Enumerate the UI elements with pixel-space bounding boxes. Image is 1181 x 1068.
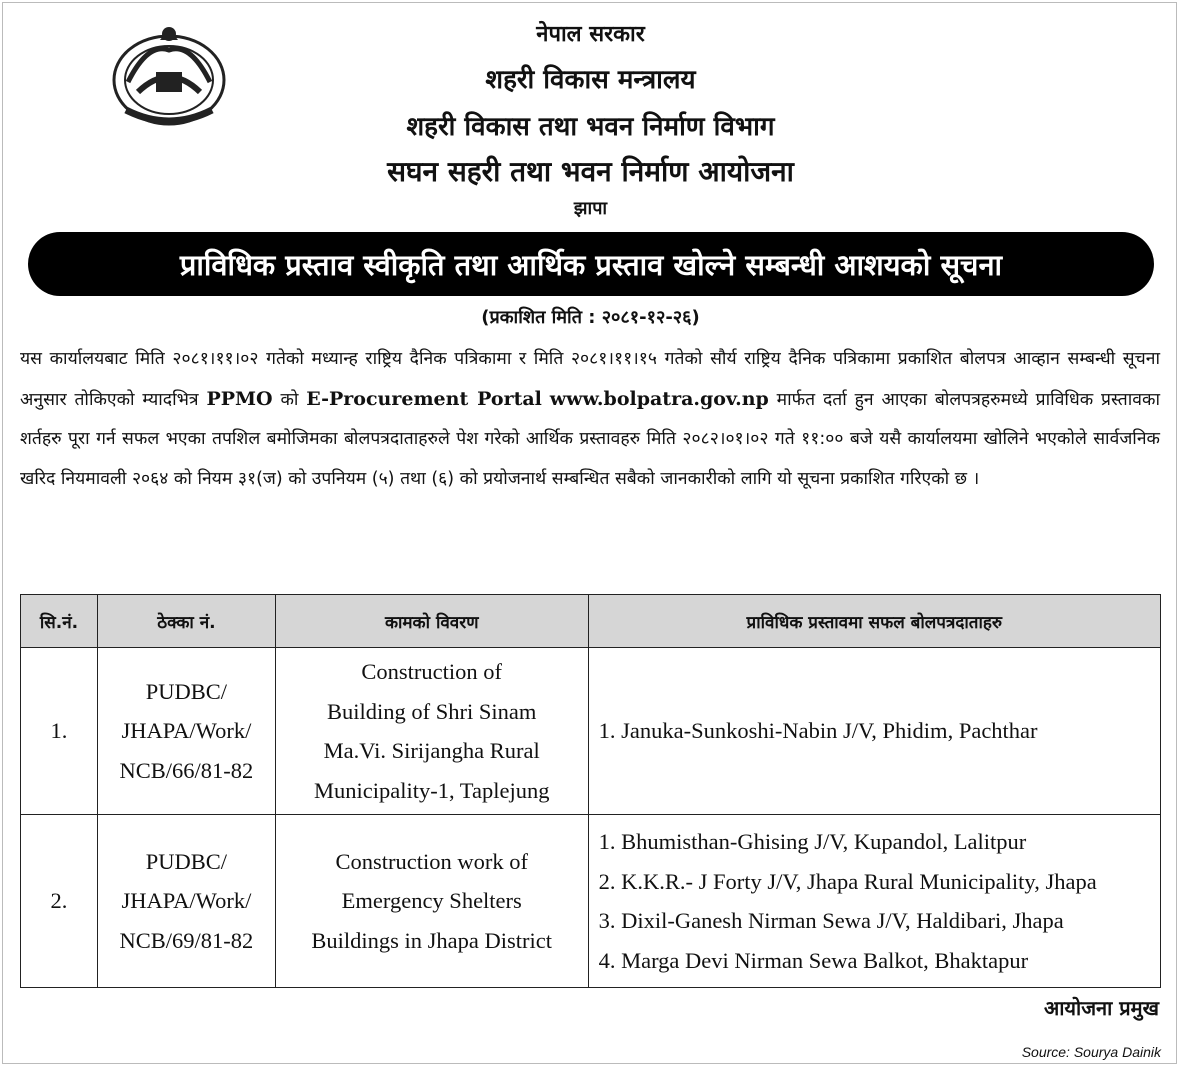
bidder-item: 2. K.K.R.- J Forty J/V, Jhapa Rural Municipality, Jhapa — [598, 868, 1097, 894]
header-description: कामको विवरण — [275, 595, 588, 648]
contract-line: NCB/66/81-82 — [119, 757, 254, 783]
bidder-item: 1. Bhumisthan-Ghising J/V, Kupandol, Lalitpur — [598, 829, 1027, 854]
contract-line: NCB/69/81-82 — [119, 927, 254, 953]
description-line: Emergency Shelters — [341, 888, 522, 914]
description-line: Municipality-1, Taplejung — [313, 777, 550, 803]
cell-contract — [97, 815, 275, 988]
notice-body — [20, 340, 1160, 499]
description-line: Building of Shri Sinam — [327, 698, 537, 724]
header-ministry: शहरी विकास मन्त्रालय — [485, 65, 696, 95]
header-location: झापा — [573, 198, 608, 219]
bidder-item: 4. Marga Devi Nirman Sewa Balkot, Bhaktapur — [598, 947, 1029, 973]
cell-bidders — [588, 815, 1160, 988]
body-ppmo: PPMO — [206, 387, 273, 410]
table-row — [21, 815, 1161, 988]
header-bidders: प्राविधिक प्रस्तावमा सफल बोलपत्रदाताहरु — [588, 595, 1160, 648]
body-part2: को — [272, 389, 307, 410]
cell-description — [275, 815, 588, 988]
bidder-item: 3. Dixil-Ganesh Nirman Sewa J/V, Haldibari, Jhapa — [598, 908, 1064, 933]
cell-contract — [97, 648, 275, 815]
contract-line: PUDBC/ — [145, 678, 228, 704]
description-line: Construction of — [361, 659, 503, 684]
bidder-item: 1. Januka-Sunkoshi-Nabin J/V, Phidim, Pachthar — [598, 718, 1038, 744]
header-contract: ठेक्का नं. — [97, 595, 275, 648]
body-website: www.bolpatra.gov.np — [549, 387, 769, 410]
notice-title-banner: प्राविधिक प्रस्ताव स्वीकृति तथा आर्थिक प्रस्ताव खोल्ने सम्बन्धी आशयको सूचना — [28, 232, 1154, 296]
contract-line: JHAPA/Work/ — [121, 718, 252, 744]
cell-sn: 1. — [21, 648, 98, 815]
contract-line: PUDBC/ — [145, 848, 228, 874]
header-sn: सि.नं. — [21, 595, 98, 648]
bidders-table — [20, 594, 1161, 988]
description-line: Buildings in Jhapa District — [311, 927, 553, 953]
table-row — [21, 648, 1161, 815]
header-government: नेपाल सरकार — [536, 22, 645, 47]
body-part3: मार्फत दर्ता हुन आएका बोलपत्रहरुमध्ये प्राविधिक प्रस्तावका शर्तहरु पूरा गर्न सफल भएका तपशिल बमोजिमका बोलपत्रदाताहरुले पेश गरेको आर्थिक प्रस्तावहरु मिति २०८२।०१।०२ गते ११:०० बजे यसै कार्यालयमा खोलिने भएकोले सार्वजनिक खरिद नियमावली २०६४ को नियम ३१(ज) को उपनियम (५) तथा (६) को प्रयोजनार्थ सम्बन्धित सबैको जानकारीको लागि यो सूचना प्रकाशित गरिएको छ । — [20, 389, 1160, 489]
signoff: आयोजना प्रमुख — [1043, 996, 1159, 1020]
description-line: Construction work of — [335, 848, 528, 874]
body-part1: यस कार्यालयबाट मिति २०८१।११।०२ गतेको मध्यान्ह राष्ट्रिय दैनिक पत्रिकामा र मिति २०८१।११।१५ गतेको सौर्य राष्ट्रिय दैनिक पत्रिकामा प्रकाशित बोलपत्र आव्हान सम्बन्धी सूचना अनुसार तोकिएको म्यादभित्र — [20, 349, 1160, 410]
contract-line: JHAPA/Work/ — [121, 888, 252, 914]
table-header-row — [21, 595, 1161, 648]
cell-description — [275, 648, 588, 815]
body-portal: E-Procurement Portal — [306, 387, 542, 410]
description-line: Ma.Vi. Sirijangha Rural — [323, 738, 540, 763]
header-department: शहरी विकास तथा भवन निर्माण विभाग — [406, 112, 775, 142]
cell-sn: 2. — [21, 815, 98, 988]
published-date: (प्रकाशित मिति : २०८१-१२-२६) — [481, 307, 700, 328]
cell-bidders — [588, 648, 1160, 815]
header-project: सघन सहरी तथा भवन निर्माण आयोजना — [387, 155, 794, 188]
source-credit: Source: Sourya Dainik — [1021, 1044, 1161, 1060]
